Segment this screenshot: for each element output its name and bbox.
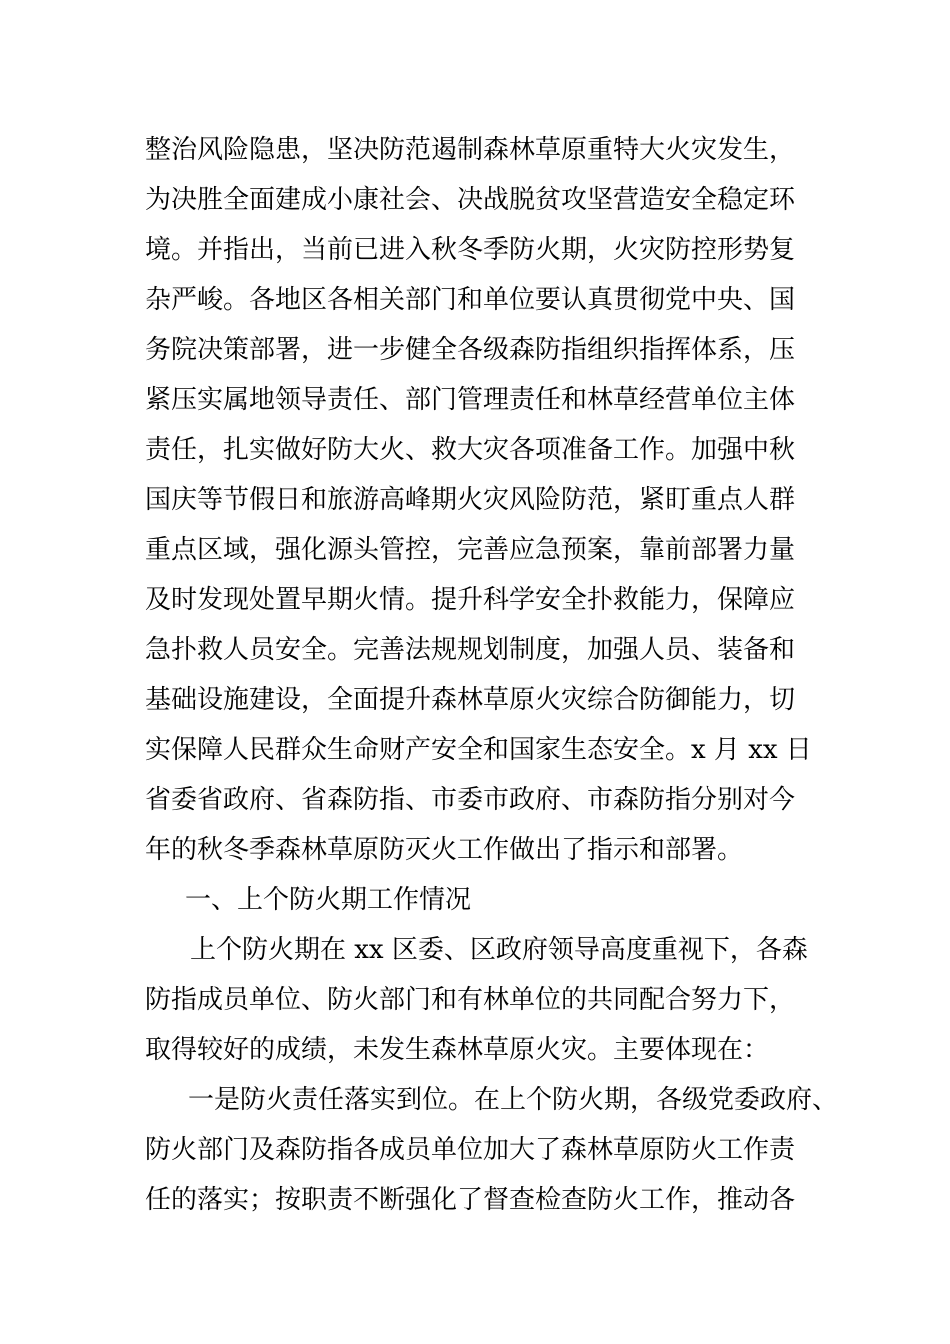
text-line: 责任，扎实做好防大火、救大灾各项准备工作。加强中秋 [145,435,796,465]
text-line: 防火部门及森防指各成员单位加大了森林草原防火工作责 [145,1135,796,1165]
text-line: 及时发现处置早期火情。提升科学安全扑救能力，保障应 [145,585,796,615]
text-line: 急扑救人员安全。完善法规规划制度，加强人员、装备和 [145,635,796,665]
text-line: 为决胜全面建成小康社会、决战脱贫攻坚营造安全稳定环 [145,185,796,215]
text-line: 紧压实属地领导责任、部门管理责任和林草经营单位主体 [145,385,796,415]
text-line: 取得较好的成绩，未发生森林草原火灾。主要体现在： [145,1035,770,1065]
section-heading: 一、上个防火期工作情况 [185,885,472,915]
text-line: 年的秋冬季森林草原防灭火工作做出了指示和部署。 [145,835,744,865]
text-line: 杂严峻。各地区各相关部门和单位要认真贯彻党中央、国 [145,285,796,315]
text-line: 省委省政府、省森防指、市委市政府、市森防指分别对今 [145,785,796,815]
text-line: 务院决策部署，进一步健全各级森防指组织指挥体系，压 [145,335,796,365]
text-line: 境。并指出，当前已进入秋冬季防火期，火灾防控形势复 [145,235,796,265]
text-line: 实保障人民群众生命财产安全和国家生态安全。x 月 xx 日 [145,735,812,765]
text-line: 基础设施建设，全面提升森林草原火灾综合防御能力，切 [145,685,796,715]
text-line: 上个防火期在 xx 区委、区政府领导高度重视下，各森 [190,935,808,965]
text-line: 国庆等节假日和旅游高峰期火灾风险防范，紧盯重点人群 [145,485,796,515]
text-line: 一是防火责任落实到位。在上个防火期，各级党委政府、 [188,1085,839,1115]
text-line: 重点区域，强化源头管控，完善应急预案，靠前部署力量 [145,535,796,565]
text-line: 防指成员单位、防火部门和有林单位的共同配合努力下， [145,985,796,1015]
text-line: 任的落实；按职责不断强化了督查检查防火工作，推动各 [145,1185,796,1215]
text-line: 整治风险隐患，坚决防范遏制森林草原重特大火灾发生， [145,135,796,165]
